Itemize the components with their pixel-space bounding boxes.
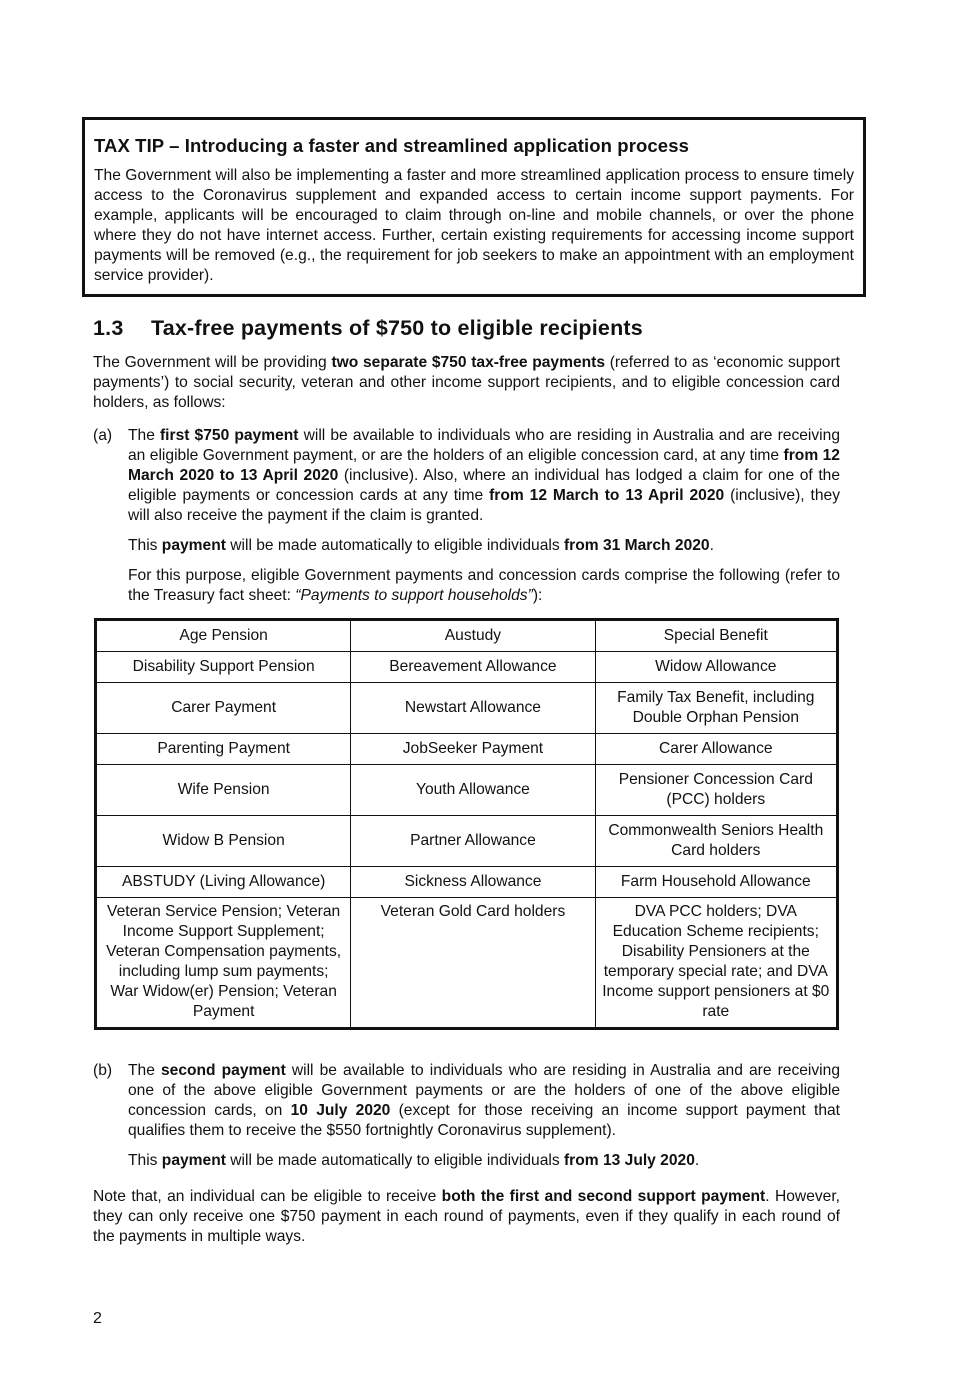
table-row (96, 620, 838, 652)
item-b-payment-date (128, 1151, 840, 1171)
table-cell: ABSTUDY (Living Allowance) (96, 867, 351, 898)
item-a-purpose (128, 566, 840, 606)
text-run: This (128, 537, 162, 554)
table-cell: Sickness Allowance (351, 867, 595, 898)
text-run: . (709, 537, 714, 554)
bold-text-run: two separate $750 tax-free payments (331, 354, 606, 371)
eligible-payments-table (94, 618, 839, 1030)
table-row (96, 765, 838, 816)
table-row (96, 652, 838, 683)
tax-tip-title: TAX TIP – Introducing a faster and streamlined application process (94, 135, 689, 156)
text-run: The (128, 1062, 161, 1079)
section-title: Tax-free payments of $750 to eligible recipients (151, 316, 643, 340)
section-number: 1.3 (93, 316, 124, 340)
tax-tip-body: The Government will also be implementing a faster and more streamlined application process to ensure timely access to the Coronavirus supplement and expanded access to certain income support payments. For example, applicants will be encouraged to claim through on-line and mobile channels, or over the phone where they do not have internet access. Further, certain existing requirements for accessing income support payments will be removed (e.g., the requirement for job seekers to make an appointment with an employment service provider). (94, 167, 854, 284)
bold-text-run: from 13 July 2020 (563, 1152, 695, 1169)
text-run: will be made automatically to eligible individuals (225, 537, 564, 554)
text-run: (inclusive), they will also receive the payment if the claim is granted. (128, 487, 840, 524)
note-paragraph (93, 1187, 840, 1247)
text-run: (except for those receiving an income support payment that qualifies them to receive the $550 fortnightly Coronavirus supplement). (128, 1102, 840, 1139)
list-marker: (a) (93, 427, 113, 444)
text-run: The Government will be providing (93, 354, 332, 371)
table-cell: Widow Allowance (595, 652, 837, 683)
table-cell: Widow B Pension (96, 816, 351, 867)
table-row (96, 683, 838, 734)
table-cell: DVA PCC holders; DVA Education Scheme recipients; Disability Pensioners at the temporary special rate; and DVA Income support pensioners at $0 rate (595, 898, 837, 1029)
fact-sheet-title: “Payments to support households” (295, 587, 533, 604)
table-cell: Carer Payment (96, 683, 351, 734)
table-cell: Disability Support Pension (96, 652, 351, 683)
text-run: (inclusive). Also, where an individual has lodged a claim for one of the eligible payments or concession cards at any time (128, 467, 840, 504)
item-a-payment-date (128, 536, 840, 556)
text-run: will be made automatically to eligible individuals (225, 1152, 564, 1169)
table-cell: Youth Allowance (351, 765, 595, 816)
table-cell: Age Pension (96, 620, 351, 652)
table-cell: Veteran Service Pension; Veteran Income Support Supplement; Veteran Compensation payments, including lump sum payments; War Widow(er) Pension; Veteran Payment (96, 898, 351, 1029)
bold-text-run: from 31 March 2020 (563, 537, 710, 554)
table-row (96, 898, 838, 1029)
text-run: This (128, 1152, 162, 1169)
bold-text-run: first $750 payment (159, 427, 299, 444)
text-run: ): (532, 587, 543, 604)
list-marker: (b) (93, 1062, 113, 1079)
text-run: . However, they can only receive one $750 payment in each round of payments, even if they qualify in each round of the payments in multiple ways. (93, 1188, 840, 1245)
bold-text-run: 10 July 2020 (290, 1102, 391, 1119)
text-run: will be available to individuals who are residing in Australia and are receiving one of the above eligible Government payments or are the holders of one of the above eligible concession cards, on (128, 1062, 840, 1119)
list-item-b (93, 1061, 840, 1171)
table-cell: Farm Household Allowance (595, 867, 837, 898)
table-cell: Austudy (351, 620, 595, 652)
tax-tip-box (82, 117, 866, 297)
list-item-a (93, 426, 840, 606)
section-heading (93, 315, 643, 341)
table-cell: Family Tax Benefit, including Double Orphan Pension (595, 683, 837, 734)
table-cell: Veteran Gold Card holders (351, 898, 595, 1029)
table-cell: Pensioner Concession Card (PCC) holders (595, 765, 837, 816)
bold-text-run: from 12 March 2020 to 13 April 2020 (128, 447, 840, 484)
table-row (96, 734, 838, 765)
bold-text-run: second payment (160, 1062, 286, 1079)
item-b-paragraph (128, 1061, 840, 1141)
table-cell: Special Benefit (595, 620, 837, 652)
bold-text-run: both the first and second support payment (441, 1188, 766, 1205)
table-cell: Carer Allowance (595, 734, 837, 765)
text-run: The (128, 427, 160, 444)
table-cell: Bereavement Allowance (351, 652, 595, 683)
intro-paragraph (93, 353, 840, 413)
table-cell: Commonwealth Seniors Health Card holders (595, 816, 837, 867)
text-run: (referred to as ‘economic support payments’) to social security, veteran and other income support recipients, and to eligible concession card holders, as follows: (93, 354, 840, 411)
item-a-paragraph (128, 426, 840, 526)
table-row (96, 816, 838, 867)
page-number: 2 (93, 1310, 102, 1327)
table-cell: Newstart Allowance (351, 683, 595, 734)
bold-text-run: from 12 March to 13 April 2020 (489, 487, 725, 504)
bold-text-run: payment (161, 1152, 226, 1169)
table-cell: Partner Allowance (351, 816, 595, 867)
text-run: . (694, 1152, 700, 1169)
table-row (96, 867, 838, 898)
bold-text-run: payment (161, 537, 226, 554)
text-run: will be available to individuals who are residing in Australia and are receiving an eligible Government payment, or are the holders of an eligible concession card, at any time (128, 427, 840, 464)
table-cell: JobSeeker Payment (351, 734, 595, 765)
table-cell: Parenting Payment (96, 734, 351, 765)
table-cell: Wife Pension (96, 765, 351, 816)
text-run: For this purpose, eligible Government payments and concession cards comprise the following (refer to the Treasury fact sheet: (128, 567, 840, 604)
text-run: Note that, an individual can be eligible to receive (93, 1188, 442, 1205)
